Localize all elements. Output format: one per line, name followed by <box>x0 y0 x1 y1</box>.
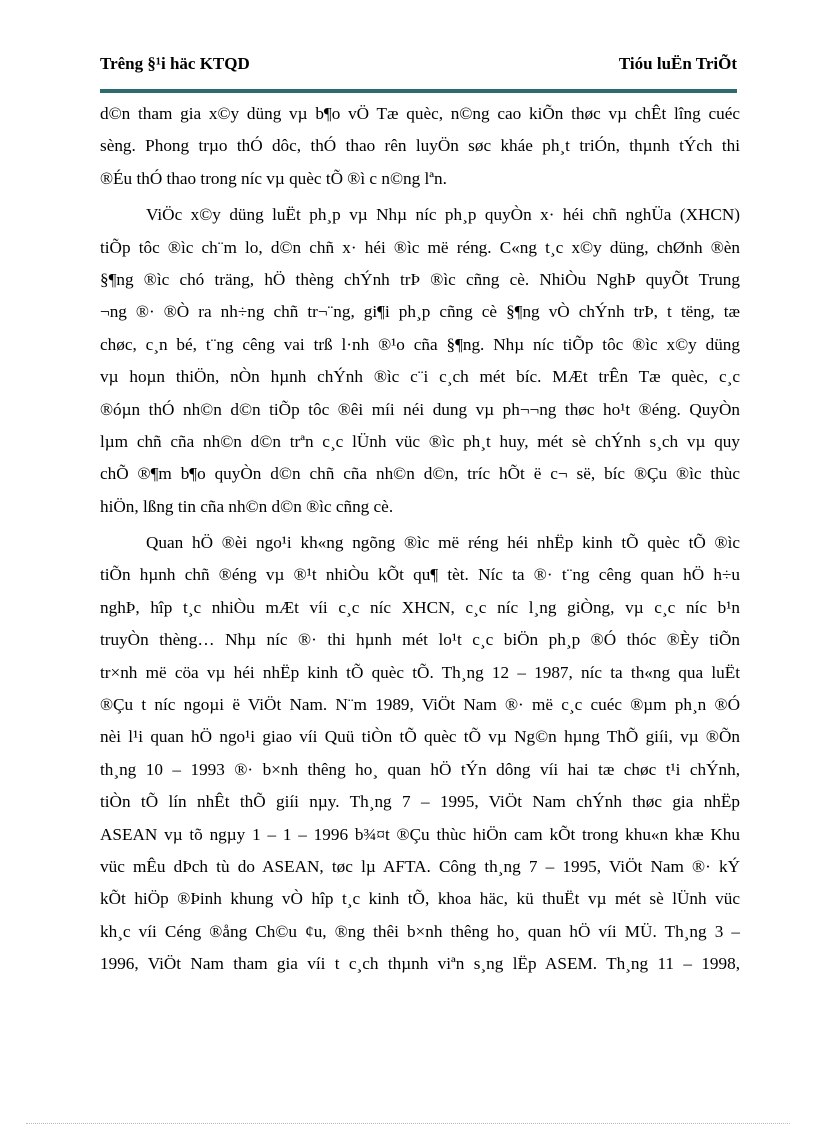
paragraph-3 <box>100 527 740 980</box>
page-header <box>100 50 737 78</box>
header-university: Trêng §¹i häc KTQD <box>100 54 250 73</box>
text-line: kh¸c víi Céng ®ång Ch©u ¢u, ®ng thêi b×nh thêng ho¸ quan hÖ víi MÜ. Th¸ng 3 – <box>100 921 740 941</box>
text-line: tiÕn hµnh chñ ®éng vµ ®¹t nhiÒu kÕt qu¶ tèt. Níc ta ®· t¨ng cêng quan hÖ h÷u <box>100 565 740 585</box>
text-line: nghÞ, hîp t¸c nhiÒu mÆt víi c¸c níc XHCN, c¸c níc l¸ng giÒng, vµ c¸c níc b¹n <box>100 597 740 617</box>
header-divider <box>100 89 737 93</box>
text-line: hiÖn, lßng tin cña nh©n d©n ®ìc cñng cè. <box>100 496 394 516</box>
text-line: ¬ng ®· ®Ò ra nh÷ng chñ tr¬¨ng, gi¶i ph¸p cñng cè §¶ng vÒ chÝnh trÞ, t tëng, tæ <box>100 302 740 322</box>
text-line: 1996, ViÖt Nam tham gia víi t c¸ch thµnh viªn s¸ng lËp ASEM. Th¸ng 11 – 1998, <box>100 954 740 974</box>
text-line: vµ hoµn thiÖn, nÒn hµnh chÝnh ®ìc c¨i c¸ch mét bíc. MÆt trÊn Tæ quèc, c¸c <box>100 367 740 387</box>
text-line: tiÒn tÕ lín nhÊt thÕ giíi nµy. Th¸ng 7 – 1995, ViÖt Nam chÝnh thøc gia nhËp <box>100 792 740 812</box>
text-line: vüc mÊu dÞch tù do ASEAN, tøc lµ AFTA. Công th¸ng 7 – 1995, ViÖt Nam ®· kÝ <box>100 856 740 876</box>
text-line: chÕ ®¶m b¶o quyÒn d©n chñ cña nh©n d©n, tríc hÕt ë c¬ së, bíc ®Çu ®ìc thùc <box>100 464 740 484</box>
text-line: Quan hÖ ®èi ngo¹i kh«ng ngõng ®ìc më réng héi nhËp kinh tÕ quèc tÕ ®ìc <box>146 533 740 553</box>
text-line: ViÖc x©y düng luËt ph¸p vµ Nhµ níc ph¸p quyÒn x· héi chñ nghÜa (XHCN) <box>146 205 740 225</box>
text-line: kÕt hiÖp ®Þinh khung vÒ hîp t¸c kinh tÕ, khoa häc, kü thuËt vµ mét sè lÜnh vüc <box>100 889 740 909</box>
text-line: ®óµn thÓ nh©n d©n tiÕp tôc ®êi míi néi dung vµ ph¬¬ng thøc ho¹t ®éng. QuyÒn <box>100 399 740 419</box>
text-line: nèi l¹i quan hÖ ngo¹i giao víi Quü tiÒn tÕ quèc tÕ vµ Ng©n hµng ThÕ giíi, vµ ®Õn <box>100 727 740 747</box>
text-line: truyÒn thèng… Nhµ níc ®· thi hµnh mét lo¹t c¸c biÖn ph¸p ®Ó thóc ®Èy tiÕn <box>100 630 740 650</box>
header-document-title: Tióu luËn TriÕt <box>618 54 737 73</box>
text-line: sèng. Phong trµo thÓ dôc, thÓ thao rên luyÖn søc kháe ph¸t triÓn, thµnh tÝch thi <box>100 136 740 156</box>
document-body <box>100 98 740 981</box>
text-line: d©n tham gia x©y düng vµ b¶o vÖ Tæ quèc, n©ng cao kiÕn thøc vµ chÊt lîng cuéc <box>100 104 740 123</box>
text-line: th¸ng 10 – 1993 ®· b×nh thêng ho¸ quan hÖ tÝn dông víi hai tæ chøc t¹i chÝnh, <box>100 759 740 779</box>
text-line: tiÕp tôc ®ìc ch¨m lo, d©n chñ x· héi ®ìc më réng. C«ng t¸c x©y düng, chØnh ®èn <box>100 237 740 257</box>
text-line: lµm chñ cña nh©n d©n trªn c¸c lÜnh vüc ®ìc ph¸t huy, mét sè chÝnh s¸ch vµ quy <box>100 431 740 451</box>
text-line: chøc, c¸n bé, t¨ng cêng vai trß l·nh ®¹o cña §¶ng. Nhµ níc tiÕp tôc ®ìc x©y düng <box>100 334 740 354</box>
paragraph-2 <box>100 199 740 523</box>
text-line: ®Éu thÓ thao trong níc vµ quèc tÕ ®ì c n©ng lªn. <box>100 168 447 188</box>
paragraph-1 <box>100 98 740 195</box>
text-line: ASEAN vµ tõ ngµy 1 – 1 – 1996 b¾¤t ®Çu thùc hiÖn cam kÕt trong khu«n khæ Khu <box>100 824 740 844</box>
text-line: §¶ng ®ìc chó träng, hÖ thèng chÝnh trÞ ®ìc cñng cè. NhiÒu NghÞ quyÕt Trung <box>100 269 740 289</box>
text-line: tr×nh më cöa vµ héi nhËp kinh tÕ quèc tÕ. Th¸ng 12 – 1987, níc ta th«ng qua luËt <box>100 662 740 682</box>
text-line: ®Çu t níc ngoµi ë ViÖt Nam. N¨m 1989, ViÖt Nam ®· më c¸c cuéc ®µm ph¸n ®Ó <box>100 695 740 715</box>
